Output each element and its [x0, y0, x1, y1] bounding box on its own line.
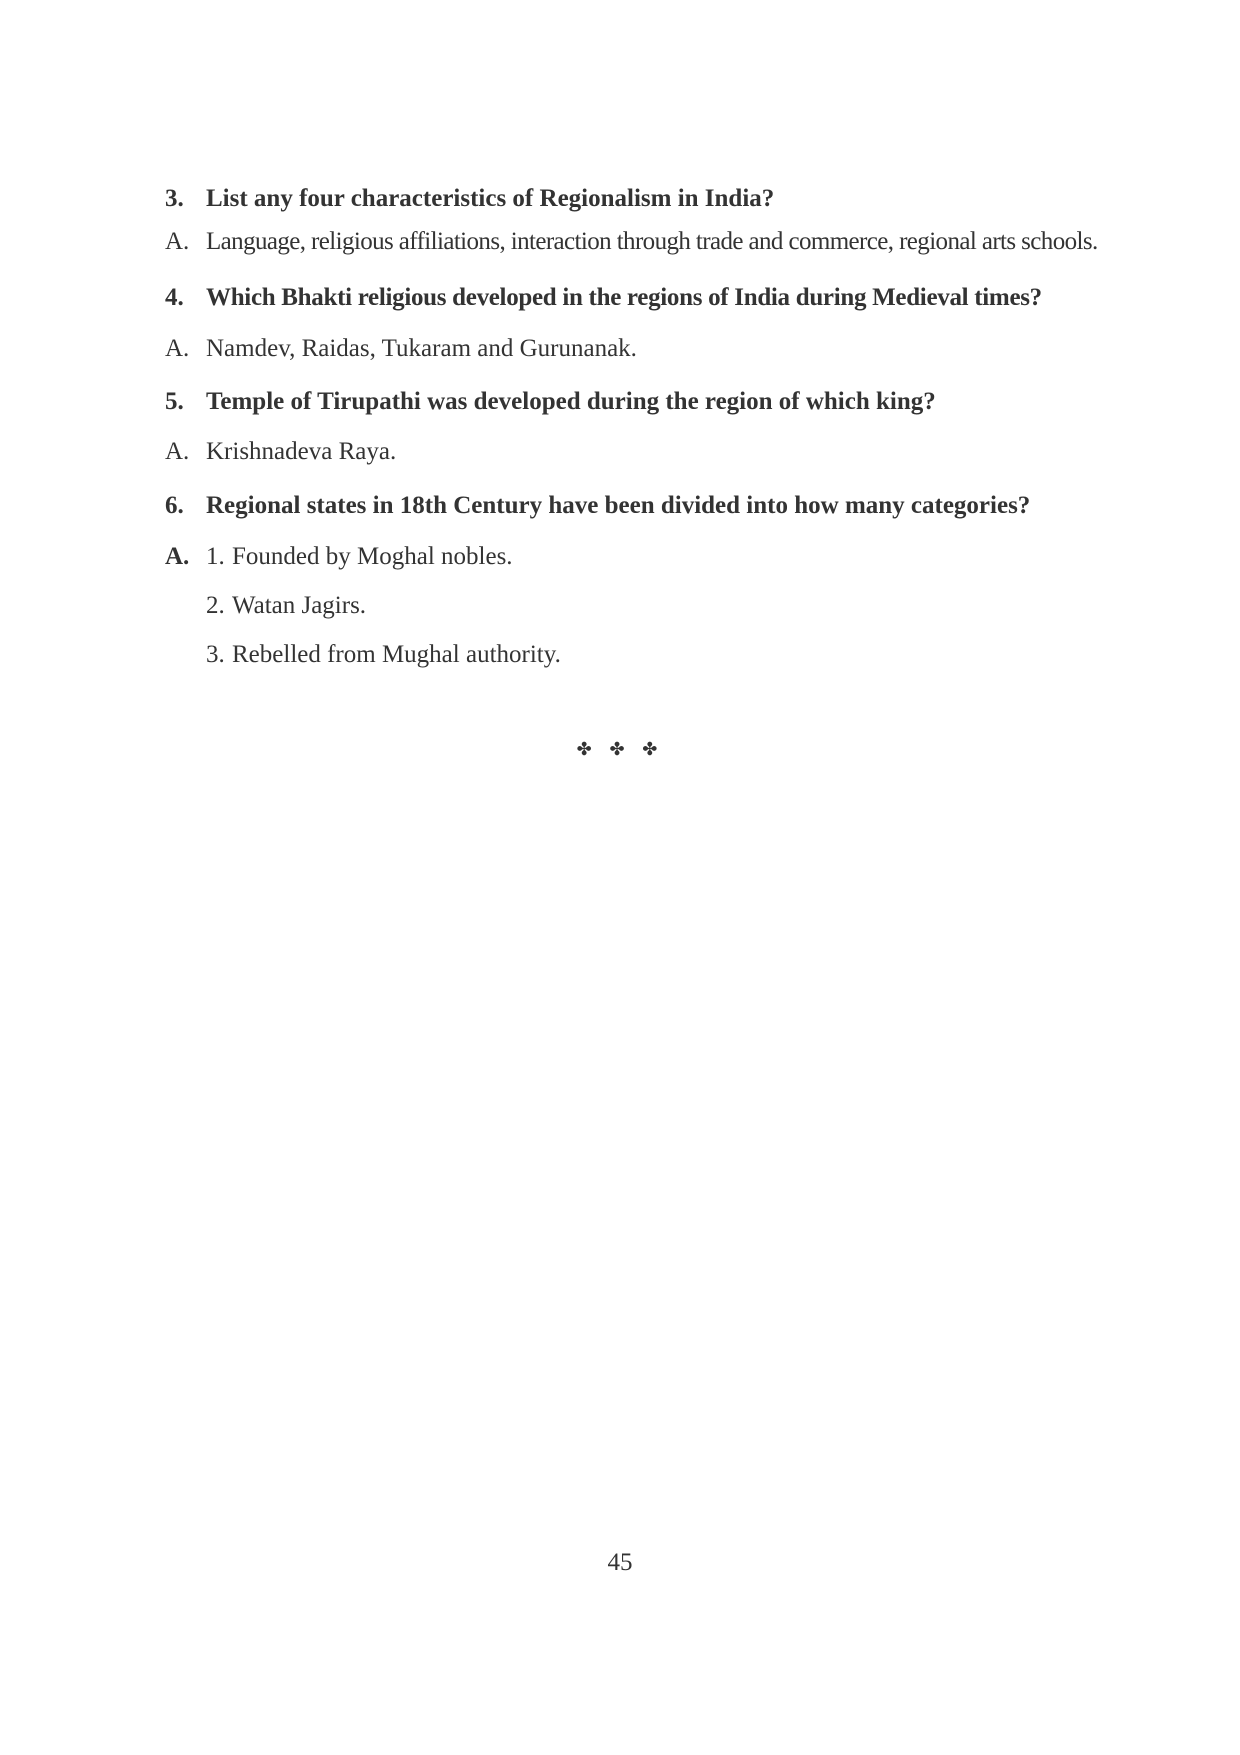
question-text: List any four characteristics of Regionalism in India? [206, 185, 775, 212]
answer-6-item-2 [0, 588, 1240, 624]
answer-3 [0, 224, 1240, 260]
list-item [206, 588, 366, 624]
answer-5 [0, 434, 1240, 470]
question-number: 5. [165, 388, 184, 415]
page-number: 45 [607, 1549, 633, 1576]
answer-label: A. [165, 228, 190, 255]
list-item-number: 1. [206, 543, 225, 570]
answer-text: Krishnadeva Raya. [206, 438, 397, 465]
answer-label: A. [165, 543, 190, 570]
question-text: Regional states in 18th Century have been divided into how many categories? [206, 492, 1031, 519]
question-5 [0, 384, 1240, 420]
question-number: 3. [165, 185, 184, 212]
question-6 [0, 488, 1240, 524]
answer-text: Language, religious affiliations, interaction through trade and commerce, regional arts schools. [206, 228, 1098, 255]
answer-text: Namdev, Raidas, Tukaram and Gurunanak. [206, 335, 637, 362]
section-end-ornament: ✤ ✤ ✤ [576, 739, 664, 760]
question-3 [0, 181, 1240, 217]
list-item-text: Watan Jagirs. [232, 592, 367, 619]
answer-6 [0, 539, 1240, 575]
answer-label: A. [165, 438, 190, 465]
list-item-text: Founded by Moghal nobles. [232, 543, 513, 570]
list-item [206, 539, 513, 575]
list-item-number: 3. [206, 641, 225, 668]
answer-4 [0, 331, 1240, 367]
answer-6-item-3 [0, 637, 1240, 673]
list-item [206, 637, 561, 673]
question-4 [0, 280, 1240, 316]
question-number: 6. [165, 492, 184, 519]
list-item-text: Rebelled from Mughal authority. [232, 641, 561, 668]
question-number: 4. [165, 284, 184, 311]
question-text: Which Bhakti religious developed in the regions of India during Medieval times? [206, 284, 1042, 311]
list-item-number: 2. [206, 592, 225, 619]
answer-label: A. [165, 335, 190, 362]
question-text: Temple of Tirupathi was developed during the region of which king? [206, 388, 936, 415]
